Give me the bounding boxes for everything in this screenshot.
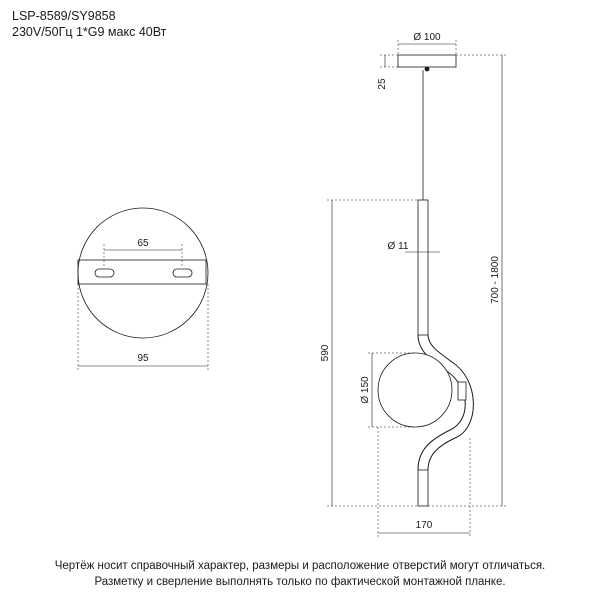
mounting-bar <box>78 260 206 284</box>
label-globe-diameter: Ø 150 <box>360 376 371 404</box>
glass-globe <box>378 353 452 427</box>
socket <box>458 382 466 400</box>
footer <box>0 558 600 590</box>
label-canopy-height: 25 <box>377 78 388 90</box>
label-body-height: 590 <box>320 344 331 362</box>
specs-line: 230V/50Гц 1*G9 макс 40Вт <box>12 25 167 39</box>
mounting-slot-right <box>173 269 192 277</box>
label-canopy-diameter: Ø 100 <box>413 32 441 43</box>
base-plate-circle <box>78 208 208 338</box>
footer-note-2: Разметку и сверление выполнять только по фактической монтажной планке. <box>94 576 506 588</box>
label-plate-width: 95 <box>137 353 149 364</box>
tube-bottom <box>418 470 428 506</box>
tube-top <box>418 200 428 335</box>
label-tube-diameter: Ø 11 <box>387 241 409 252</box>
model-title: LSP-8589/SY9858 <box>12 9 116 23</box>
footer-note-1: Чертёж носит справочный характер, размеры и расположение отверстий могут отличаться. <box>54 560 546 572</box>
label-width: 170 <box>415 520 433 531</box>
mounting-slot-left <box>95 269 114 277</box>
canopy <box>398 55 456 67</box>
label-total-height: 700 - 1800 <box>490 256 501 304</box>
label-holes: 65 <box>137 238 149 249</box>
